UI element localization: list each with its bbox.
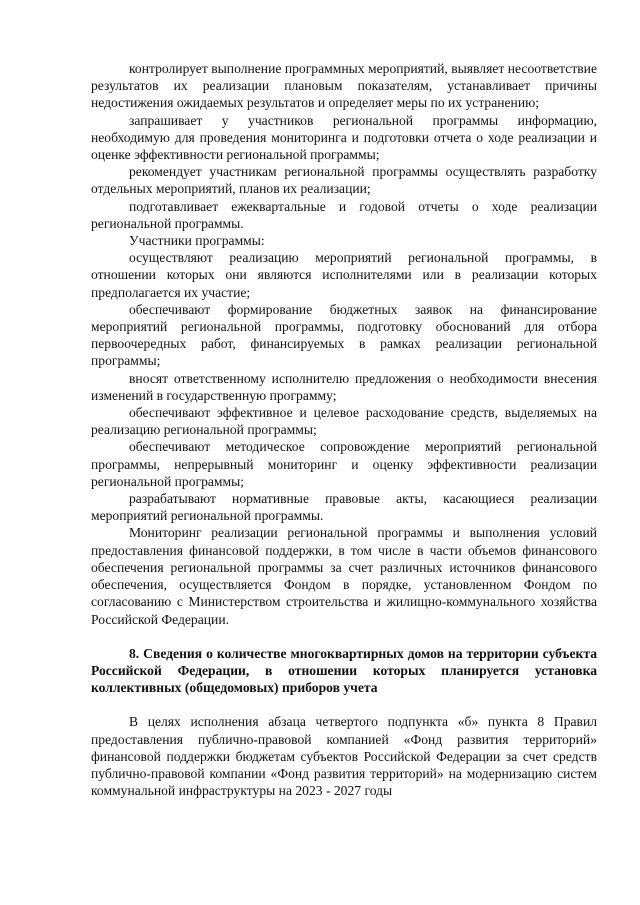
paragraph-regulations: разрабатывают нормативные правовые акты, касающиеся реализации мероприятий региональной программы.	[91, 491, 597, 524]
paragraph-monitoring: Мониторинг реализации региональной программы и выполнения условий предоставления финансовой поддержки, в том числе в части объемов финансового обеспечения региональной программы за счет различных источников финансового обеспечения, осуществляется Фондом в порядке, установленном Фондом по согласованию с Министерством строительства и жилищно-коммунального хозяйства Российской Федерации.	[91, 525, 597, 627]
paragraph-reports: подготавливает ежеквартальные и годовой отчеты о ходе реализации региональной программы.	[91, 198, 597, 231]
paragraph-spending: обеспечивают эффективное и целевое расходование средств, выделяемых на реализацию региональной программы;	[91, 405, 597, 438]
paragraph-request-info: запрашивает у участников региональной программы информацию, необходимую для проведения мониторинга и подготовки отчета о ходе реализации и оценке эффективности региональной программы;	[91, 112, 597, 163]
paragraph-proposals: вносят ответственному исполнителю предложения о необходимости внесения изменений в государственную программу;	[91, 370, 597, 403]
paragraph-participants-title: Участники программы:	[129, 233, 265, 249]
paragraph-recommend: рекомендует участникам региональной программы осуществлять разработку отдельных мероприятий, планов их реализации;	[91, 164, 597, 197]
section-heading: 8. Сведения о количестве многоквартирных домов на территории субъекта Российской Федерации, в отношении которых планируется установка коллективных (общедомовых) приборов учета	[91, 645, 597, 696]
paragraph-implement: осуществляют реализацию мероприятий региональной программы, в отношении которых они являются исполнителями или в реализации которых предполагается их участие;	[91, 250, 597, 300]
paragraph-control: контролирует выполнение программных мероприятий, выявляет несоответствие результатов их реализации плановым показателям, устанавливает причины недостижения ожидаемых результатов и определяет меры по их устранению;	[91, 61, 597, 111]
paragraph-budget-requests: обеспечивают формирование бюджетных заявок на финансирование мероприятий региональной программы, подготовку обоснований для отбора первоочередных работ, финансируемых в рамках реализации региональной программы;	[91, 301, 597, 369]
document-page	[91, 60, 597, 799]
paragraph-purpose: В целях исполнения абзаца четвертого подпункта «б» пункта 8 Правил предоставления публично-правовой компанией «Фонд развития территорий» финансовой поддержки бюджетам субъектов Российской Федерации за счет средств публично-правовой компании «Фонд развития территорий» на модернизацию систем коммунальной инфраструктуры на 2023 - 2027 годы	[91, 714, 597, 799]
paragraph-methodical-support: обеспечивают методическое сопровождение мероприятий региональной программы, непрерывный мониторинг и оценку эффективности реализации региональной программы;	[91, 439, 597, 489]
